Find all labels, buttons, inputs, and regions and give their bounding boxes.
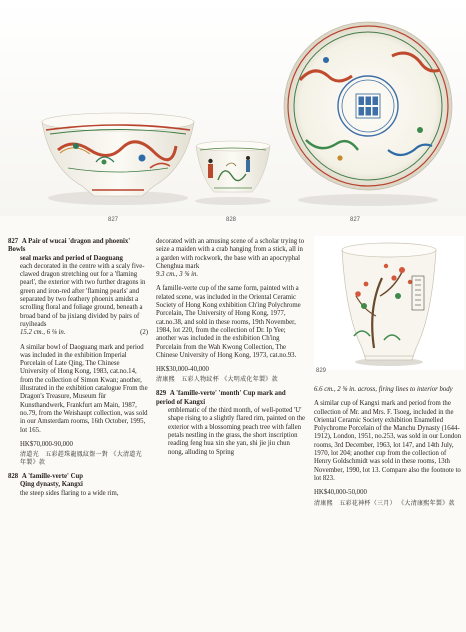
photo-caption-center: 828	[226, 217, 237, 223]
lot-827-title: A Pair of wucai 'dragon and phoenix' Bowls	[8, 238, 131, 254]
bowl-827-right	[284, 22, 452, 190]
lot-828-chinese-title: 清康熙 五彩人物紋杯 《大明成化年製》款	[156, 376, 278, 384]
lot-828-period: Qing dynasty, Kangxi	[20, 481, 83, 489]
lot-829-title: A 'famille-verte' 'month' Cup mark and period of Kangxi	[156, 390, 286, 406]
cup-829-photograph	[314, 236, 464, 370]
lot-828-size: 9.3 cm., 3 ⅝ in.	[156, 271, 199, 279]
lot-827-mark: seal marks and period of Daoguang	[20, 254, 123, 262]
lot-829-size: 6.6 cm., 2 ⅝ in. across, firing lines to interior body	[314, 386, 453, 393]
lot-827-heading	[8, 238, 148, 255]
lot-827-estimate: HK$70,000-90,000	[20, 440, 73, 448]
lot-827-size: 15.2 cm., 6 ⅛ in.	[20, 329, 66, 337]
lot-827-description: each decorated in the centre with a scaly five-clawed dragon stretching out for a 'flaming pearl', the exterior with two further dragons in green and iron-red after 'flaming pearls' and separated by two feathery phoenix amidst a scrolling floral and foliage ground, beneath a broad band of ba jixiang divided by pairs of ruyiheads	[20, 262, 146, 328]
lot-829-estimate: HK$40,000-50,000	[314, 489, 367, 497]
column-3	[314, 386, 462, 514]
column-1	[8, 238, 148, 498]
lot-829-number: 829	[156, 390, 167, 398]
lot-829-provenance: A similar cup of Kangxi mark and period from the collection of Mr. and Mrs. F. Tsoeg, included in the Oriental Ceramic Society exhibition Enamelled Polychrome Porcelain of the Manchu Dynasty (1644-1912), London, 1951, no.253, was sold in our London rooms, 3rd December, 1963, lot 147, and 14th July, 1970, lot 204; another cup from the collection of Henry Goldschmidt was sold in these rooms, 13th November, 1990, lot 13. Compare also the footnote to lot 823.	[314, 400, 462, 482]
cup-828	[196, 141, 270, 192]
lot-828-description-start: the steep sides flaring to a wide rim,	[20, 489, 119, 497]
lot-828-title: A 'famille-verte' Cup	[21, 473, 84, 481]
lot-828-number: 828	[8, 473, 19, 481]
porcelain-illustration	[0, 0, 466, 216]
cup-829-illustration	[314, 236, 464, 370]
lot-827-number: 827	[8, 238, 19, 245]
photo-caption-right: 827	[350, 217, 361, 223]
lot-829-heading	[156, 390, 306, 407]
lot-827-count: (2)	[140, 329, 148, 337]
lot-827-chinese-title: 清道光 五彩趕珠龍鳳紋盌一對 《大清道光年製》款	[20, 451, 142, 467]
lot-829-chinese-title: 清康熙 五彩花神杯（三月） 《大清康熙年製》款	[314, 499, 455, 507]
column-2	[156, 238, 306, 457]
photo-caption-small: 829	[316, 368, 327, 374]
photo-caption-left: 827	[108, 217, 119, 223]
bowl-827-left	[42, 113, 194, 196]
lot-827-provenance: A similar bowl of Daoguang mark and period was included in the exhibition Imperial Porcelain of Late Qing, The Chinese University of Hong Kong, 1983, cat.no.14, from the collection of Simon Kwan; another, illustrated in the exhibition catalogue From the Dragon's Treasure, Museum für Kunsthandwerk, Frankfurt am Main, 1987, no.79, from the Weishaupt collection, was sold in our Amsterdam rooms, 16th October, 1995, lot 165.	[20, 343, 148, 434]
lot-828-provenance: A famille-verte cup of the same form, painted with a related scene, was included in the Oriental Ceramic Society of Hong Kong exhibition Ch'ing Polychrome Porcelain, The University of Hong Kong, 1977, cat.no.38, and sold in these rooms, 19th November, 1984, lot 220, from the collection of Dr. Ip Yee; another was included in the exhibition Ch'ing Porcelain from the Wah Kwong Collection, The Chinese University of Hong Kong, 1973, cat.no.93.	[156, 285, 301, 359]
porcelain-photograph	[0, 0, 466, 216]
lot-827-dimensions	[8, 329, 148, 337]
lot-828-estimate: HK$30,000-40,000	[156, 366, 209, 374]
lot-829-description: emblematic of the third month, of well-potted 'U' shape rising to a slightly flared rim, painted on the exterior with a blossoming peach tree with fallen petals nestling in the grass, the short inscription reading feng hua xin she yan, shi jie jiu chun nong, alluding to Spring	[168, 407, 306, 456]
lot-828-description-cont: decorated with an amusing scene of a scholar trying to seize a maiden with a crab hanging from a stick, all in a garden with rockwork, the base with an apocryphal Chenghua mark	[156, 238, 305, 270]
lot-828-heading	[8, 473, 148, 481]
